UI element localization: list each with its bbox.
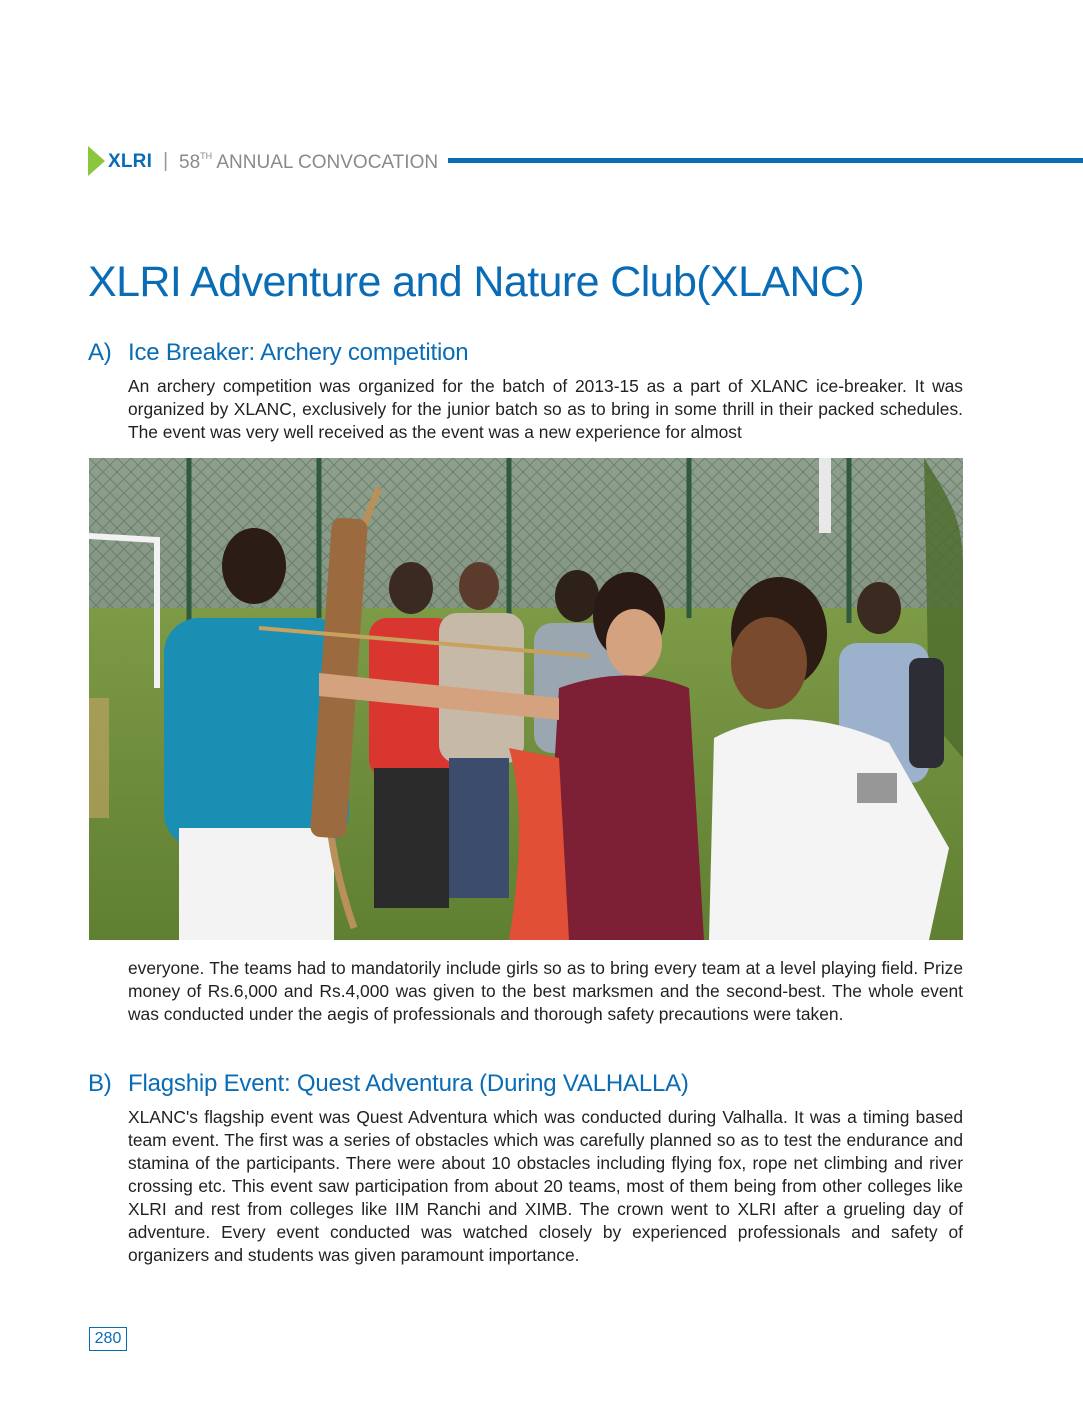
convocation-text: ANNUAL CONVOCATION [216,152,439,173]
convocation-sup: TH [200,151,213,161]
page-title: XLRI Adventure and Nature Club(XLANC) [88,258,865,306]
section-a-heading [88,339,468,367]
section-b-heading [88,1070,689,1098]
section-a-paragraph-1: An archery competition was organized for the batch of 2013-15 as a part of XLANC ice-breaker. It was organized by XLANC, exclusively for the junior batch so as to bring in some thrill in their packed schedules. The event was very well received as the event was a new experience for almost [128,376,963,442]
brand-logo: XLRI [108,151,153,172]
arrow-icon [88,146,105,176]
section-a-paragraph-2: everyone. The teams had to mandatorily include girls so as to bring every team at a level playing field. Prize money of Rs.6,000 and Rs.4,000 was given to the best marksmen and the second-best. The whole event was conducted under the aegis of professionals and thorough safety precautions were taken. [128,958,963,1024]
archery-photo [89,458,963,940]
header-separator: | [163,150,169,172]
convocation-number: 58 [179,152,201,173]
section-b-title: Flagship Event: Quest Adventura (During VALHALLA) [128,1070,689,1097]
section-a-title: Ice Breaker: Archery competition [128,339,469,366]
section-b-paragraph: XLANC's flagship event was Quest Adventura which was conducted during Valhalla. It was a timing based team event. The first was a series of obstacles which was carefully planned so as to test the endurance and stamina of the participants. There were about 10 obstacles including flying fox, rope net climbing and river crossing etc. This event saw participation from about 20 teams, most of them being from other colleges like XLRI and rest from colleges like IIM Ranchi and XIMB. The crown went to XLRI after a grueling day of adventure. Every event conducted was watched closely by experienced professionals and safety of organizers and students was given paramount importance. [128,1107,963,1265]
page-header [88,146,1083,176]
page-number: 280 [89,1327,127,1351]
header-rule [448,158,1083,163]
section-a-letter: A) [88,339,112,366]
section-b-letter: B) [88,1070,112,1097]
convocation-label [179,151,438,174]
